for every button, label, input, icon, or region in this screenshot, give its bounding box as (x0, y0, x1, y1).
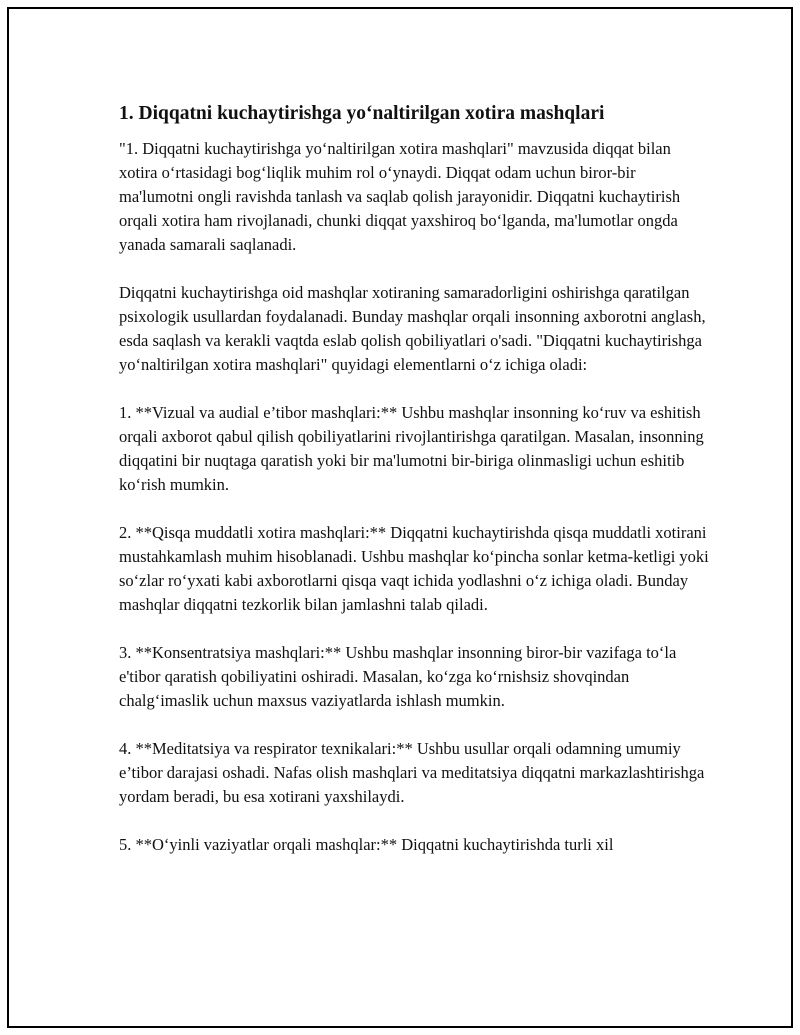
paragraph-item-1: 1. **Vizual va audial e’tibor mashqlari:** Ushbu mashqlar insonning ko‘ruv va eshitish orqali axborot qabul qilish qobiliyatlarini rivojlantirishga qaratilgan. Masalan, insonning diqqatini bir nuqtaga qaratish yoki bir ma'lumotni bir-biriga olinmasligi uchun eshitib ko‘rish mumkin. (119, 403, 704, 494)
paragraph-intro: "1. Diqqatni kuchaytirishga yo‘naltirilgan xotira mashqlari" mavzusida diqqat bilan xotira o‘rtasidagi bog‘liqlik muhim rol o‘ynaydi. Diqqat odam uchun biror-bir ma'lumotni ongli ravishda tanlash va saqlab qolish jarayonidir. Diqqatni kuchaytirish orqali xotira ham rivojlanadi, chunki diqqat yaxshiroq bo‘lganda, ma'lumotlar ongda yanada samarali saqlanadi. (119, 139, 681, 254)
paragraph-item-4: 4. **Meditatsiya va respirator texnikalari:** Ushbu usullar orqali odamning umumiy e’tibor darajasi oshadi. Nafas olish mashqlari va meditatsiya diqqatni markazlashtirishga yordam beradi, bu esa xotirani yaxshilaydi. (119, 739, 705, 806)
paragraph-item-3: 3. **Konsentratsiya mashqlari:** Ushbu mashqlar insonning biror-bir vazifaga to‘la e'tibor qaratish qobiliyatini oshiradi. Masalan, ko‘zga ko‘rnishsiz shovqindan chalg‘imaslik uchun maxsus vaziyatlarda ishlash mumkin. (119, 643, 677, 710)
document-body (119, 101, 709, 881)
page-frame (7, 7, 793, 1028)
paragraph-item-5: 5. **O‘yinli vaziyatlar orqali mashqlar:** Diqqatni kuchaytirishda turli xil (119, 835, 614, 854)
paragraph-item-2: 2. **Qisqa muddatli xotira mashqlari:** Diqqatni kuchaytirishda qisqa muddatli xotirani mustahkamlash muhim hisoblanadi. Ushbu mashqlar ko‘pincha sonlar ketma-ketligi yoki so‘zlar ro‘yxati kabi axborotlarni qisqa vaqt ichida yodlashni o‘z ichiga oladi. Bunday mashqlar diqqatni tezkorlik bilan jamlashni talab qiladi. (119, 523, 709, 614)
document-title: 1. Diqqatni kuchaytirishga yo‘naltirilgan xotira mashqlari (119, 103, 605, 124)
paragraph-overview: Diqqatni kuchaytirishga oid mashqlar xotiraning samaradorligini oshirishga qaratilgan psixologik usullardan foydalanadi. Bunday mashqlar orqali insonning axborotni anglash, esda saqlash va kerakli vaqtda eslab qolish qobiliyatlari o'sadi. "Diqqatni kuchaytirishga yo‘naltirilgan xotira mashqlari" quyidagi elementlarni o‘z ichiga oladi: (119, 283, 706, 374)
